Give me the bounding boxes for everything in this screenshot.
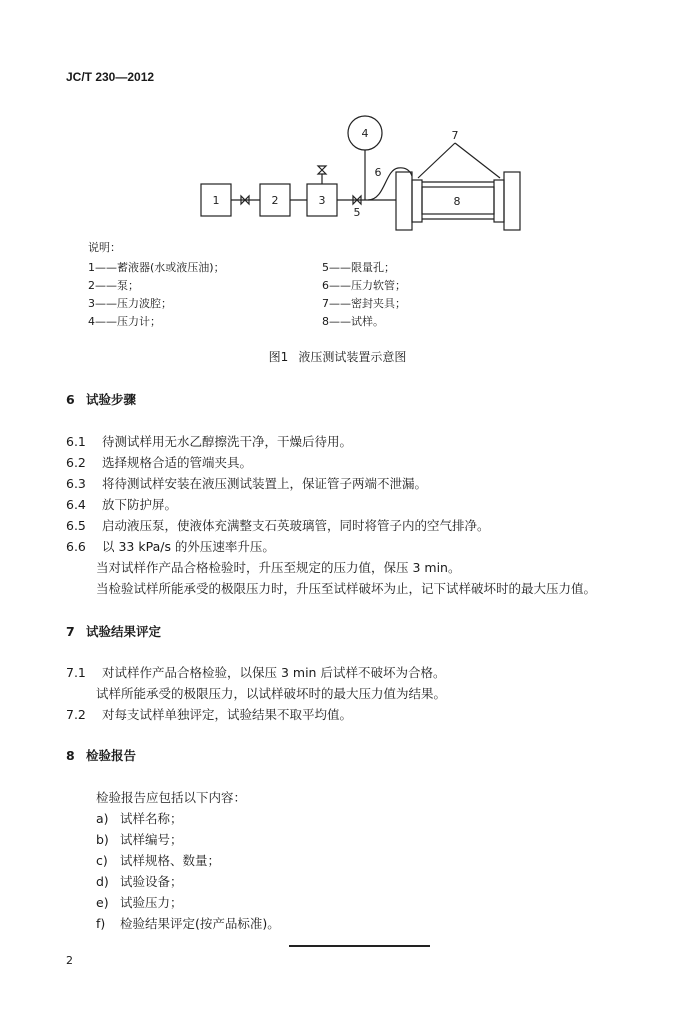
legend-item: 6——压力软管；	[322, 279, 406, 292]
figure-caption	[0, 348, 685, 365]
standard-code: JC/T 230—2012	[66, 70, 155, 84]
top-valve-icon	[318, 166, 326, 174]
clause-6-5: 6.5 启动液压泵，使液体充满整支石英玻璃管，同时将管子内的空气排净。	[66, 518, 490, 533]
report-item: b) 试样编号；	[96, 832, 183, 847]
legend-right	[322, 260, 406, 332]
clause-6-2: 6.2 选择规格合适的管端夹具。	[66, 455, 253, 470]
section-title: 检验报告	[86, 748, 137, 763]
page-number: 2	[66, 954, 73, 967]
legend-item: 1——蓄液器(水或液压油)；	[88, 261, 225, 274]
legend-left	[88, 260, 225, 332]
figure-label-4: 4	[361, 127, 369, 140]
clause-6-6-cont-2: 当检验试样所能承受的极限压力时，升压至试样破坏为止，记下试样破坏时的最大压力值。	[96, 581, 597, 596]
clause-6-4: 6.4 放下防护屏。	[66, 497, 178, 512]
legend-item: 2——泵；	[88, 279, 139, 292]
caption-text: 液压测试装置示意图	[298, 350, 407, 364]
section-6-heading	[66, 390, 136, 408]
figure-label-1: 1	[212, 194, 220, 207]
section-number: 6	[66, 392, 75, 407]
section-title: 试验结果评定	[86, 624, 162, 639]
caption-number: 图1	[268, 350, 289, 364]
figure-label-6: 6	[374, 166, 382, 179]
legend-item: 4——压力计；	[88, 315, 161, 328]
legend-item: 5——限量孔；	[322, 261, 395, 274]
clause-7-1-cont: 试样所能承受的极限压力，以试样破坏时的最大压力值为结果。	[96, 686, 447, 701]
report-item: e) 试验压力；	[96, 895, 183, 910]
figure-label-8: 8	[453, 195, 461, 208]
clause-6-1: 6.1 待测试样用无水乙醇擦洗干净，干燥后待用。	[66, 434, 353, 449]
section-title: 试验步骤	[86, 392, 137, 407]
legend-title: 说明：	[88, 241, 121, 254]
report-item: c) 试样规格、数量；	[96, 853, 221, 868]
legend-item: 8——试样。	[322, 315, 384, 328]
figure-label-5: 5	[353, 206, 361, 219]
figure-label-3: 3	[318, 194, 326, 207]
figure-label-2: 2	[271, 194, 279, 207]
clause-6-6: 6.6 以 33 kPa/s 的外压速率升压。	[66, 539, 275, 554]
section-number: 8	[66, 748, 75, 763]
report-item: a) 试样名称；	[96, 811, 183, 826]
section-8-heading	[66, 746, 136, 764]
clause-6-6-cont-1: 当对试样作产品合格检验时，升压至规定的压力值，保压 3 min。	[96, 560, 461, 575]
figure-label-7: 7	[451, 129, 459, 142]
right-clamp	[504, 172, 520, 230]
legend-item: 7——密封夹具；	[322, 297, 406, 310]
end-rule	[289, 945, 430, 947]
section-7-heading	[66, 622, 161, 640]
clause-7-1: 7.1 对试样作产品合格检验，以保压 3 min 后试样不破坏为合格。	[66, 665, 446, 680]
section-number: 7	[66, 624, 75, 639]
report-intro: 检验报告应包括以下内容：	[96, 790, 247, 805]
report-item: d) 试验设备；	[96, 874, 183, 889]
left-clamp	[396, 172, 412, 230]
clause-6-3: 6.3 将待测试样安装在液压测试装置上，保证管子两端不泄漏。	[66, 476, 428, 491]
clause-7-2: 7.2 对每支试样单独评定，试验结果不取平均值。	[66, 707, 353, 722]
legend-item: 3——压力波腔；	[88, 297, 172, 310]
report-item: f) 检验结果评定(按产品标准)。	[96, 916, 280, 931]
